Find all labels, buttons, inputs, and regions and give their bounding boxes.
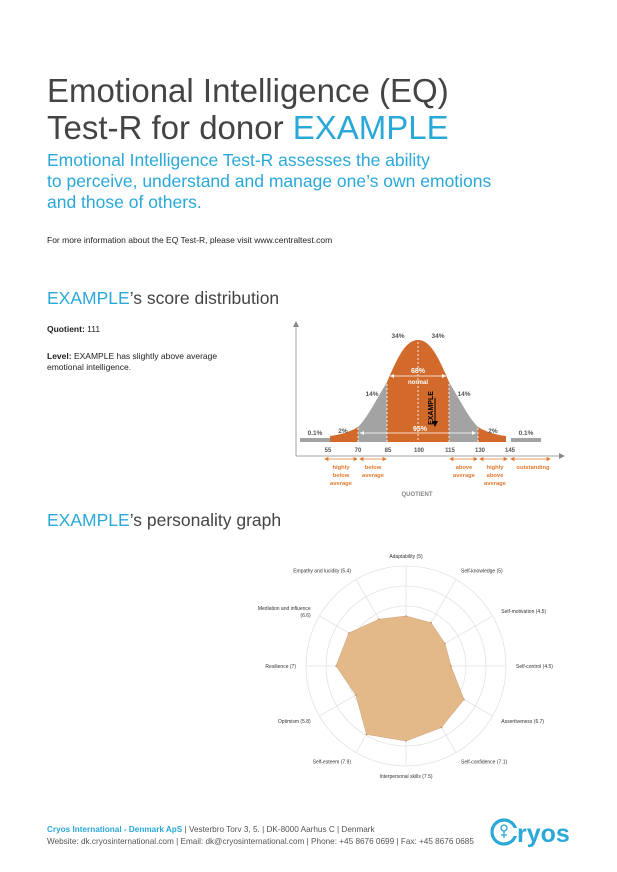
y-axis-arrow xyxy=(293,321,299,327)
radar-point xyxy=(450,665,452,667)
subtitle-line: to perceive, understand and manage one’s own emotions xyxy=(47,171,492,191)
radar-point xyxy=(335,665,337,667)
quotient-value: 111 xyxy=(87,324,101,334)
quotient-line xyxy=(47,324,100,335)
pct-label: 14% xyxy=(365,391,379,398)
category-label: average xyxy=(362,473,384,479)
heading-name: EXAMPLE xyxy=(47,288,130,308)
tail-left-bar xyxy=(300,438,330,442)
radar-point xyxy=(463,699,465,701)
tick-labels xyxy=(325,448,516,454)
category-label: average xyxy=(453,473,475,479)
category-label: below xyxy=(332,473,350,479)
radar-axis-label: Self-control (4.5) xyxy=(516,664,553,670)
tick-label: 115 xyxy=(445,448,455,454)
footer-address: | Vesterbro Torv 3, 5. | DK-8000 Aarhus C | Denmark xyxy=(182,825,375,834)
radar-axis-label: Assertiveness (6.7) xyxy=(501,719,545,725)
radar-point xyxy=(366,734,368,736)
cryos-logo-text: ryos xyxy=(517,820,570,848)
tick-label: 130 xyxy=(474,448,486,454)
personality-radar-chart xyxy=(250,545,560,785)
radar-point xyxy=(405,615,407,617)
tick-label: 145 xyxy=(504,448,516,454)
x-axis-arrow xyxy=(559,453,565,459)
score-distribution-graphic xyxy=(290,318,570,503)
cryos-logo-icon xyxy=(490,815,580,849)
pct-label: 34% xyxy=(391,333,405,340)
category-label: below xyxy=(364,465,382,471)
footer-company: Cryos International - Denmark ApS xyxy=(47,825,183,834)
score-distribution-heading xyxy=(47,288,279,309)
category-labels xyxy=(330,465,550,487)
radar-point xyxy=(355,694,357,696)
personality-graph-heading xyxy=(47,510,281,531)
radar-axis-label: Self-knowledge (5) xyxy=(461,568,503,575)
pct-label: 0.1% xyxy=(307,430,323,437)
subtitle xyxy=(47,150,567,213)
radar-point xyxy=(405,740,407,742)
info-text: For more information about the EQ Test-R, please visit www.centraltest.com xyxy=(47,235,333,245)
radar-axis-label: Empathy and lucidity (5.4) xyxy=(293,568,351,575)
category-label: average xyxy=(484,481,506,487)
level-label: Level: xyxy=(47,351,72,361)
radar-axis-label: Optimism (5.8) xyxy=(277,719,311,725)
category-label: highly xyxy=(486,465,504,471)
normal-label: normal xyxy=(407,380,429,386)
radar-axis-label: Interpersonal skills (7.5) xyxy=(379,774,433,780)
radar-point xyxy=(430,622,432,624)
radar-point xyxy=(378,618,380,620)
subtitle-line: Emotional Intelligence Test-R assesses the ability xyxy=(47,150,430,170)
radar-axis-label: Self-motivation (4.5) xyxy=(501,609,547,615)
x-axis-label: QUOTIENT xyxy=(401,492,433,498)
category-label: above xyxy=(455,465,473,471)
heading-rest: ’s score distribution xyxy=(129,288,280,308)
footer-contact: Website: dk.cryosinternational.com | Email: dk@cryosinternational.com | Phone: +45 8676 0699 | Fax: +45 8676 0685 xyxy=(47,837,474,846)
radar-point xyxy=(348,632,350,634)
radar-axis-label: Mediation and influence (6.6) xyxy=(257,606,311,619)
radar-axis-label: Self-esteem (7.9) xyxy=(312,759,351,766)
level-line-2: emotional intelligence. xyxy=(47,362,132,372)
wide-pct-label: 95% xyxy=(412,426,428,433)
level-line-1: EXAMPLE has slightly above average xyxy=(73,351,218,361)
category-label: average xyxy=(330,481,352,487)
subtitle-line: and those of others. xyxy=(47,192,202,212)
radar-axis-label: Resilience (7) xyxy=(265,664,296,670)
radar-data-area xyxy=(336,616,464,741)
pct-label: 2% xyxy=(338,428,348,435)
radar-point xyxy=(444,643,446,645)
pct-label: 0.1% xyxy=(518,430,534,437)
radar-axis-label: Adaptability (5) xyxy=(389,554,423,560)
score-marker-label: EXAMPLE xyxy=(428,391,435,425)
title-line-1: Emotional Intelligence (EQ) xyxy=(47,72,449,109)
radar-axis-label: Self-confidence (7.1) xyxy=(461,759,508,766)
heading-rest: ’s personality graph xyxy=(129,510,282,530)
tick-label: 70 xyxy=(354,448,362,454)
footer xyxy=(47,824,474,848)
normal-pct-label: 68% xyxy=(410,368,426,375)
level-text xyxy=(47,351,277,373)
title-donor-name: EXAMPLE xyxy=(292,109,449,146)
tail-right-bar xyxy=(511,438,541,442)
cryos-logo xyxy=(490,815,580,849)
radar-point xyxy=(441,727,443,729)
page-title xyxy=(47,72,449,146)
title-line-2-prefix: Test-R for donor xyxy=(47,109,293,146)
category-label: above xyxy=(486,473,504,479)
category-label: highly xyxy=(332,465,350,471)
tick-label: 100 xyxy=(413,448,425,454)
tick-label: 55 xyxy=(324,448,332,454)
pct-label: 2% xyxy=(488,428,498,435)
category-label: outstanding xyxy=(516,465,550,471)
tick-label: 85 xyxy=(384,448,392,454)
category-arrows xyxy=(325,458,550,461)
pct-label: 34% xyxy=(431,333,445,340)
quotient-label: Quotient: xyxy=(47,324,85,334)
pct-label: 14% xyxy=(457,391,471,398)
heading-name: EXAMPLE xyxy=(47,510,130,530)
